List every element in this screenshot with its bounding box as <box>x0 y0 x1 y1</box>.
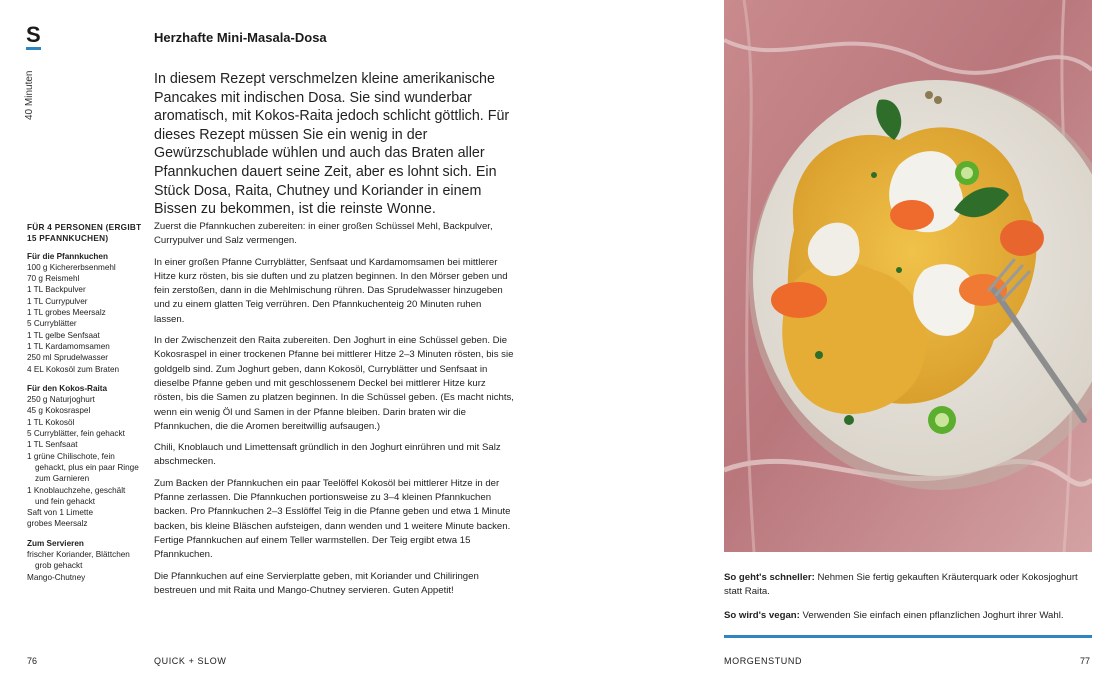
ingredient-group-title: Zum Servieren <box>27 538 84 548</box>
ingredient-item: 5 Curryblätter, fein gehackt <box>27 429 125 439</box>
step-paragraph: Zum Backen der Pfannkuchen ein paar Teelöffel Kokosöl bei mittlerer Hitze in der Pfanne zerlassen. Die Pfannkuchen portionsweise zu 3–4 kleinen Pfannkuchen backen. Pro Pfannkuchen 2–3 Esslöffel Teig in die Pfanne geben und etwa 1 Minute backen, bis kleine Bläschen aufsteigen, dann wenden und 1 weitere Minute backen. Fertige Pfannkuchen auf einem Teller warmstellen. Der Teig ergibt etwa 15 Pfannkuchen. <box>154 477 511 561</box>
ingredient-item: und fein gehackt <box>35 496 96 506</box>
ingredient-item: 1 TL gelbe Senfsaat <box>27 330 100 340</box>
ingredient-item: 250 ml Sprudelwasser <box>27 353 109 363</box>
ingredient-item: Mango-Chutney <box>27 572 86 582</box>
ingredient-item: 1 grüne Chilischote, fein <box>27 451 115 461</box>
ingredient-item: gehackt, plus ein paar Ringe <box>35 462 139 472</box>
ingredient-item: 5 Curryblätter <box>27 319 77 329</box>
recipe-title: Herzhafte Mini-Masala-Dosa <box>154 30 327 45</box>
running-title-left: QUICK + SLOW <box>154 656 227 666</box>
prep-time: 40 Minuten <box>24 70 35 120</box>
ingredient-group-title: Für den Kokos-Raita <box>27 383 108 393</box>
ingredient-item: 1 Knoblauchzehe, geschält <box>27 485 126 495</box>
ingredient-item: 45 g Kokosraspel <box>27 406 91 416</box>
tip-label: So wird's vegan: <box>724 609 800 621</box>
ingredient-item: frischer Koriander, Blättchen <box>27 550 130 560</box>
step-paragraph: Chili, Knoblauch und Limettensaft gründlich in den Joghurt einrühren und mit Salz abschmecken. <box>154 442 501 468</box>
ingredient-item: Saft von 1 Limette <box>27 508 93 518</box>
recipe-photo <box>724 0 1092 552</box>
ingredient-item: 1 TL Senfsaat <box>27 440 78 450</box>
ingredient-group-title: Für die Pfannkuchen <box>27 251 108 261</box>
ingredient-item: 1 TL Kardamomsamen <box>27 341 110 351</box>
ingredient-item: 1 TL Currypulver <box>27 296 88 306</box>
section-accent-bar <box>26 47 41 50</box>
step-paragraph: In der Zwischenzeit den Raita zubereiten. Den Joghurt in eine Schüssel geben. Die Kokosraspel in einer trockenen Pfanne bei mittlerer Hitze 2–3 Minuten rösten, bis sie goldgelb sind. Zum Joghurt geben, dann Kokosöl, Curryblätter und Senfsaat in dieselbe Pfanne geben und mit geschlossenem Deckel bei mittlerer Hitze kurz rösten, bis die Samen zu platzen beginnen. In die Schüssel geben. (Es macht nichts, wenn ein wenig Öl und Samen in der Pfanne bleiben. Darin braten wir die Pfannkuchen, die die Aromen bereitwillig aufsaugen.) <box>154 335 514 432</box>
tip-text: Nehmen Sie fertig gekauften Kräuterquark oder Kokosjoghurt statt Raita. <box>724 572 1078 598</box>
tip-text: Verwenden Sie einfach einen pflanzlichen Joghurt ihrer Wahl. <box>799 609 1064 621</box>
ingredient-item: grob gehackt <box>35 561 83 571</box>
ingredient-item: 1 TL Backpulver <box>27 285 86 295</box>
step-paragraph: Zuerst die Pfannkuchen zubereiten: in einer großen Schüssel Mehl, Backpulver, Currypulver und Salz vermengen. <box>154 221 493 247</box>
tips-accent-bar <box>724 635 1092 638</box>
recipe-steps <box>154 220 514 605</box>
ingredient-item: 4 EL Kokosöl zum Braten <box>27 364 120 374</box>
page-number-left: 76 <box>27 656 38 666</box>
ingredient-item: 250 g Naturjoghurt <box>27 395 95 405</box>
ingredient-item: 100 g Kichererbsenmehl <box>27 262 116 272</box>
tip-label: So geht's schneller: <box>724 572 815 583</box>
ingredients-header: FÜR 4 PERSONEN (ERGIBT 15 PFANNKUCHEN) <box>27 223 142 244</box>
ingredient-item: grobes Meersalz <box>27 519 88 529</box>
section-letter: S <box>26 22 41 47</box>
tip-faster <box>724 571 1092 600</box>
ingredient-item: zum Garnieren <box>35 474 90 484</box>
intro-text: In diesem Rezept verschmelzen kleine amerikanische Pancakes mit indischen Dosa. Sie sind wunderbar aromatisch, mit Kokos-Raita jedoch schlicht göttlich. Für dieses Rezept müssen Sie ein wenig in der Gewürzschublade wühlen und auch das Braten aller Pfannkuchen dauert seine Zeit, aber es lohnt sich. Ein Stück Dosa, Raita, Chutney und Koriander in einem Bissen zu bekommen, ist die reinste Wonne. <box>154 71 510 218</box>
tip-vegan <box>724 609 1092 623</box>
running-title-right: MORGENSTUND <box>724 656 803 666</box>
ingredient-item: 1 TL grobes Meersalz <box>27 308 106 318</box>
page-number-right: 77 <box>1080 656 1091 666</box>
step-paragraph: Die Pfannkuchen auf eine Servierplatte geben, mit Koriander und Chiliringen bestreuen und mit Raita und Mango-Chutney servieren. Guten Appetit! <box>154 570 479 596</box>
ingredients-list <box>27 222 147 583</box>
step-paragraph: In einer großen Pfanne Curryblätter, Senfsaat und Kardamomsamen bei mittlerer Hitze kurz rösten, bis sie duften und zu platzen beginnen. In den Mörser geben und fein zerstoßen, dann in die Mehlmischung rühren. Das Sprudelwasser hinzugeben und zu einem glatten Teig verrühren. Den Pfannkuchenteig 20 Minuten ruhen lassen. <box>154 256 508 325</box>
recipe-tips <box>724 571 1092 632</box>
ingredient-item: 1 TL Kokosöl <box>27 417 75 427</box>
recipe-intro <box>154 70 514 219</box>
ingredient-item: 70 g Reismehl <box>27 274 80 284</box>
